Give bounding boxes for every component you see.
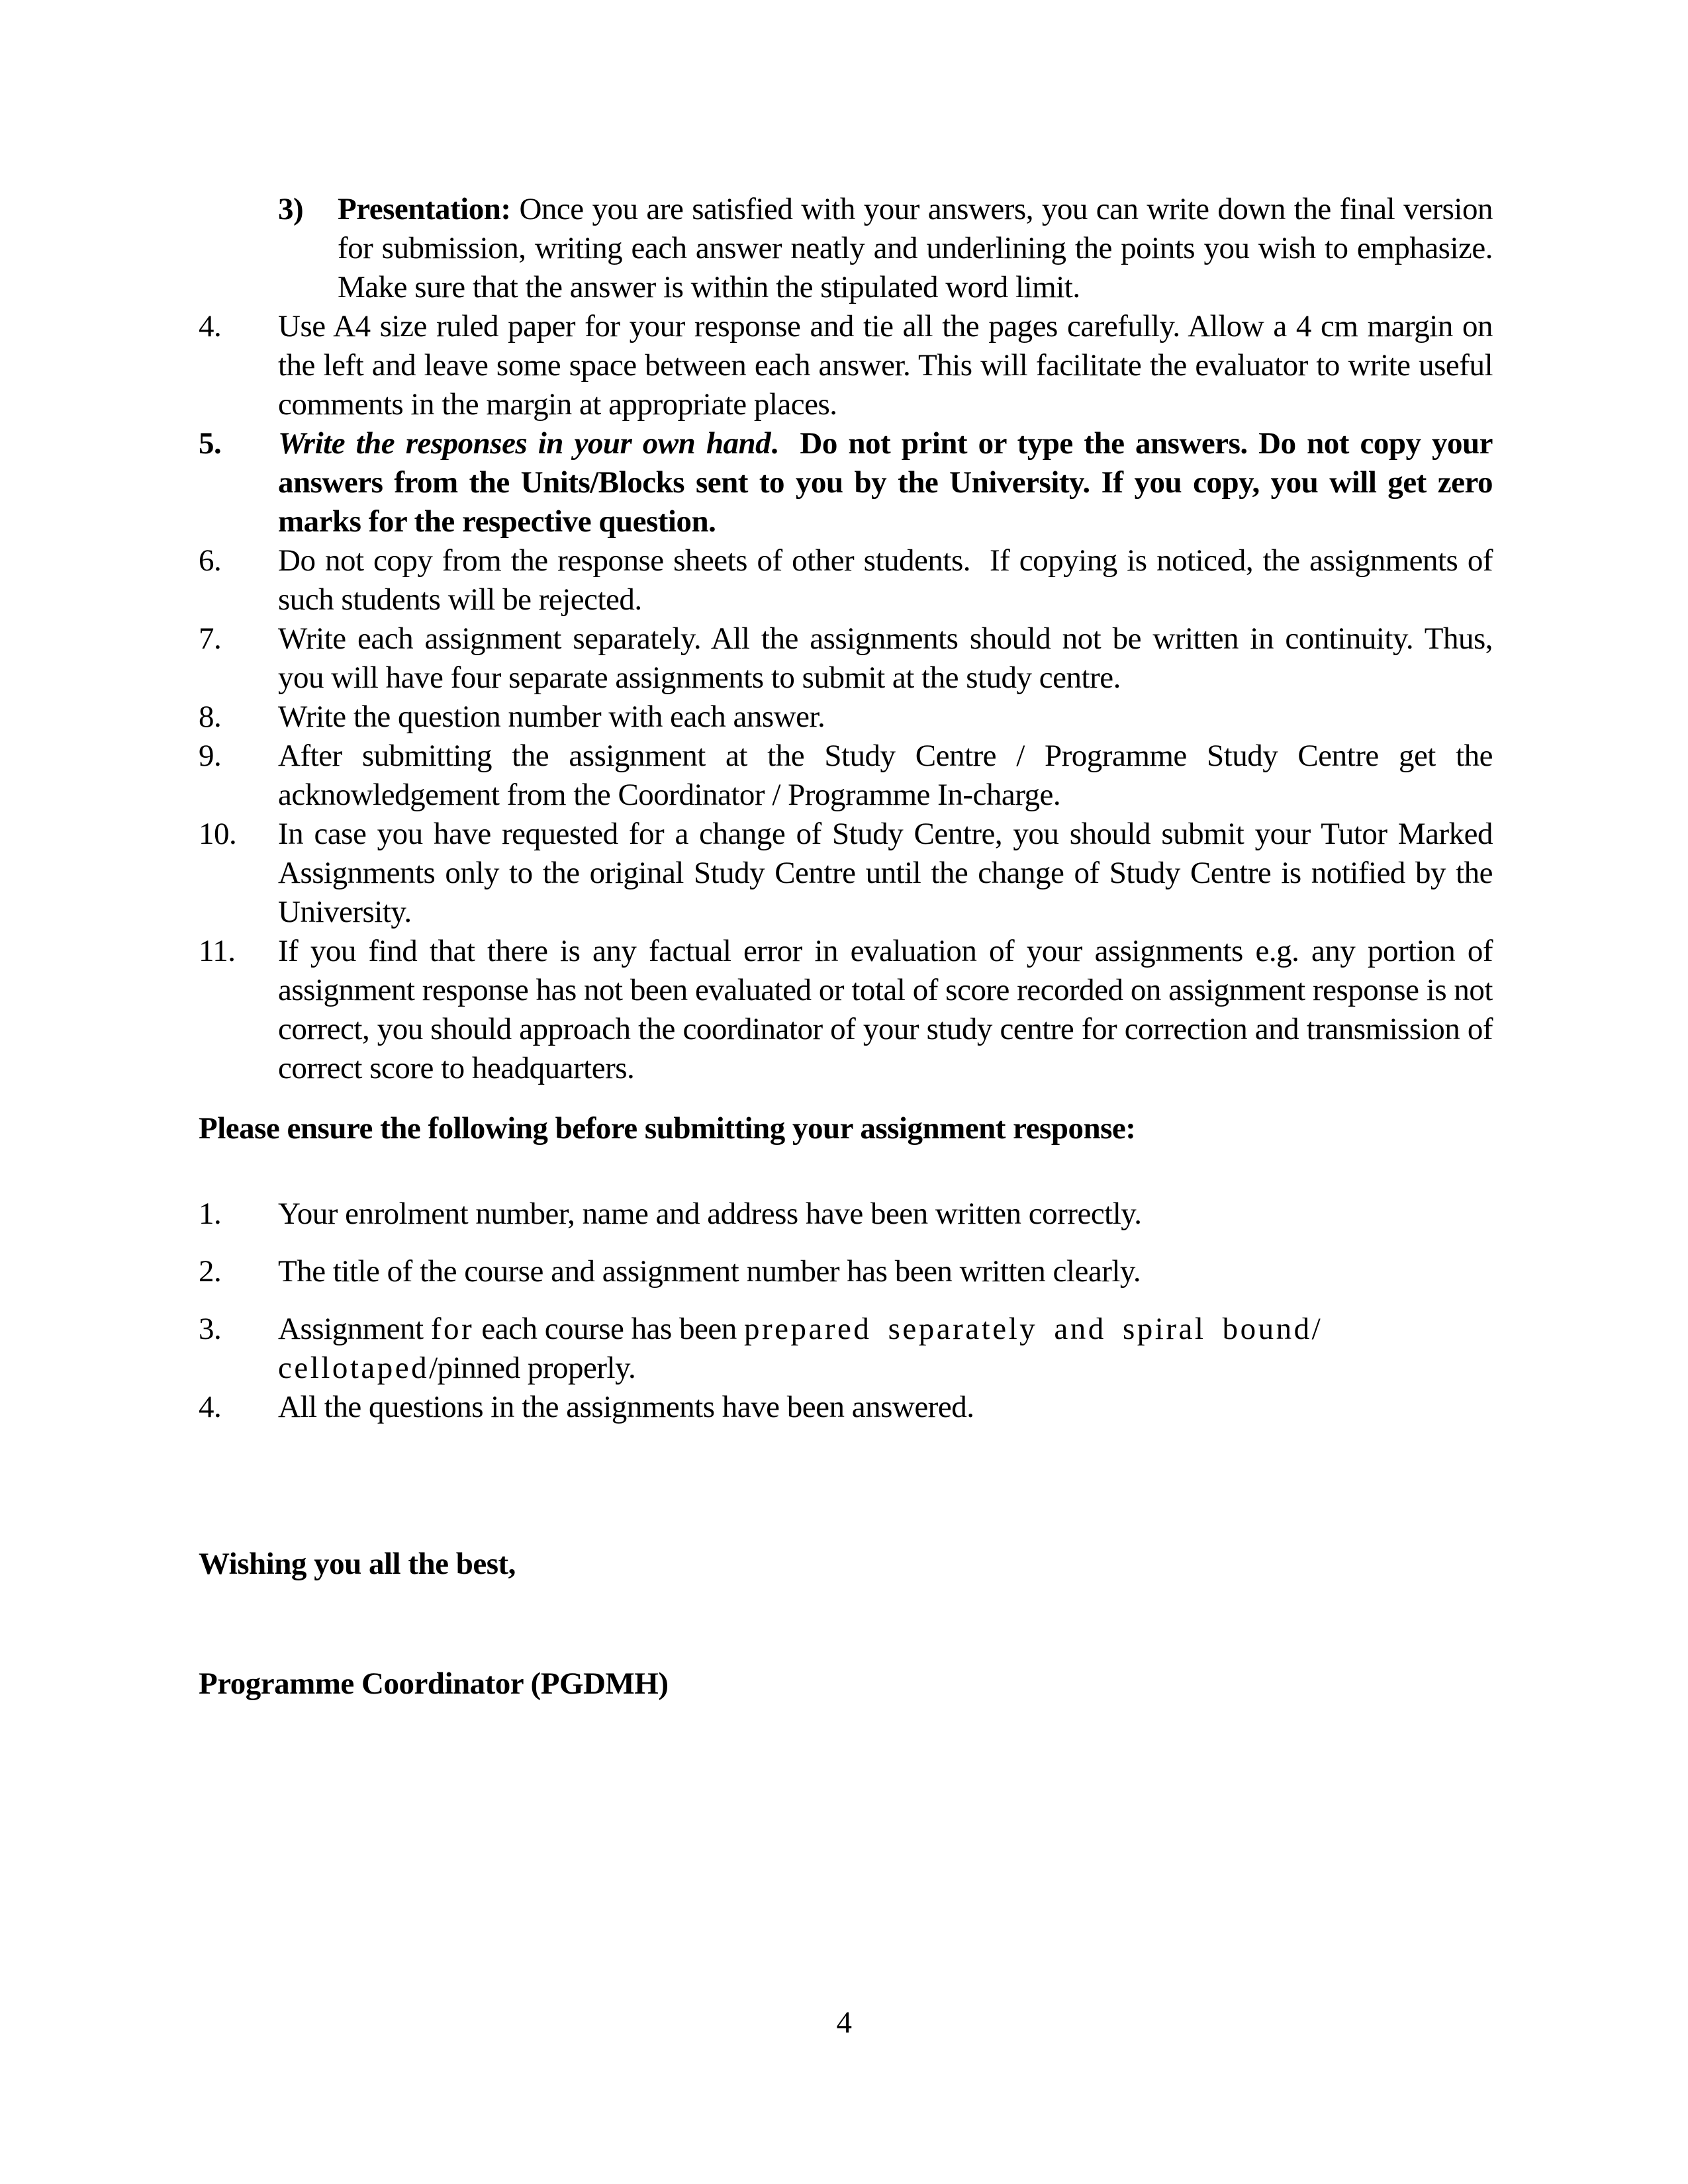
item-body: The title of the course and assignment number has been written clearly. <box>278 1254 1141 1289</box>
instruction-item-7 <box>199 619 1493 698</box>
item-marker: 4. <box>199 309 222 343</box>
item-text <box>278 1310 1493 1388</box>
item-text <box>338 190 1493 307</box>
item-body: If you find that there is any factual error in evaluation of your assignments e.g. any portion of assignment response has not been evaluated or total of score recorded on assignment response is not correct, you should approach the coordinator of your study centre for correction and transmission of correct score to headquarters. <box>278 934 1493 1085</box>
item-seg-spaced: prepared separately and spiral bound/ <box>744 1312 1323 1346</box>
item-body: After submitting the assignment at the Study Centre / Programme Study Centre get the acknowledgement from the Coordinator / Programme In-charge. <box>278 739 1493 812</box>
instruction-item-4 <box>199 307 1493 424</box>
checklist-item-1 <box>199 1195 1493 1234</box>
item-marker: 3) <box>278 192 304 226</box>
item-marker: 7. <box>199 621 222 656</box>
item-marker: 1. <box>199 1197 222 1231</box>
instruction-item-6 <box>199 541 1493 619</box>
item-body: Once you are satisfied with your answers, you can write down the final version for submission, writing each answer neatly and underlining the points you wish to emphasize. Make sure that the answer is within the stipulated word limit. <box>338 192 1493 304</box>
item-lead-italic: Write the responses in your own hand <box>278 426 771 461</box>
item-seg-spaced: for <box>430 1312 475 1346</box>
instruction-item-10 <box>199 815 1493 932</box>
item-seg-spaced: cellotaped <box>278 1351 430 1385</box>
checklist-item-2 <box>199 1252 1493 1291</box>
signature-line: Programme Coordinator (PGDMH) <box>199 1666 669 1701</box>
instruction-item-9 <box>199 737 1493 815</box>
instruction-item-11 <box>199 932 1493 1088</box>
item-lead: Presentation: <box>338 192 511 226</box>
item-marker: 2. <box>199 1254 222 1289</box>
item-body: Write each assignment separately. All the assignments should not be written in continuity. Thus, you will have four separate assignments to submit at the study centre. <box>278 621 1493 695</box>
checklist <box>199 1195 1493 1427</box>
item-body: Use A4 size ruled paper for your response and tie all the pages carefully. Allow a 4 cm margin on the left and leave some space between each answer. This will facilitate the evaluator to write useful comments in the margin at appropriate places. <box>278 309 1493 422</box>
item-text <box>278 424 1493 541</box>
item-seg: Assignment <box>278 1312 431 1346</box>
closing-salutation: Wishing you all the best, <box>199 1547 516 1581</box>
item-body: All the questions in the assignments have been answered. <box>278 1390 974 1424</box>
item-marker: 8. <box>199 700 222 734</box>
item-body: Write the question number with each answer. <box>278 700 825 734</box>
page-content <box>199 190 1493 1704</box>
checklist-heading: Please ensure the following before submitting your assignment response: <box>199 1111 1136 1146</box>
item-marker: 9. <box>199 739 222 773</box>
page-number: 4 <box>836 2005 852 2040</box>
item-marker: 10. <box>199 817 237 851</box>
checklist-item-4 <box>199 1388 1493 1427</box>
item-marker: 6. <box>199 543 222 578</box>
item-body: Do not copy from the response sheets of other students. If copying is noticed, the assignments of such students will be rejected. <box>278 543 1493 617</box>
checklist-item-3 <box>199 1310 1493 1388</box>
item-body: In case you have requested for a change of Study Centre, you should submit your Tutor Marked Assignments only to the original Study Centre until the change of Study Centre is notified by the University. <box>278 817 1493 929</box>
item-seg: /pinned properly. <box>429 1351 636 1385</box>
item-seg: each course has been <box>474 1312 744 1346</box>
item-marker: 5. <box>199 426 222 461</box>
item-marker: 3. <box>199 1312 222 1346</box>
instruction-item-8 <box>199 698 1493 737</box>
item-marker: 11. <box>199 934 236 968</box>
item-body-bold: . Do not print or type the answers. Do not copy your answers from the Units/Blocks sent to you by the University. If you copy, you will get zero marks for the respective question. <box>278 426 1493 539</box>
instruction-subitem-3 <box>199 190 1493 307</box>
item-body: Your enrolment number, name and address have been written correctly. <box>278 1197 1142 1231</box>
instruction-item-5 <box>199 424 1493 541</box>
item-marker: 4. <box>199 1390 222 1424</box>
